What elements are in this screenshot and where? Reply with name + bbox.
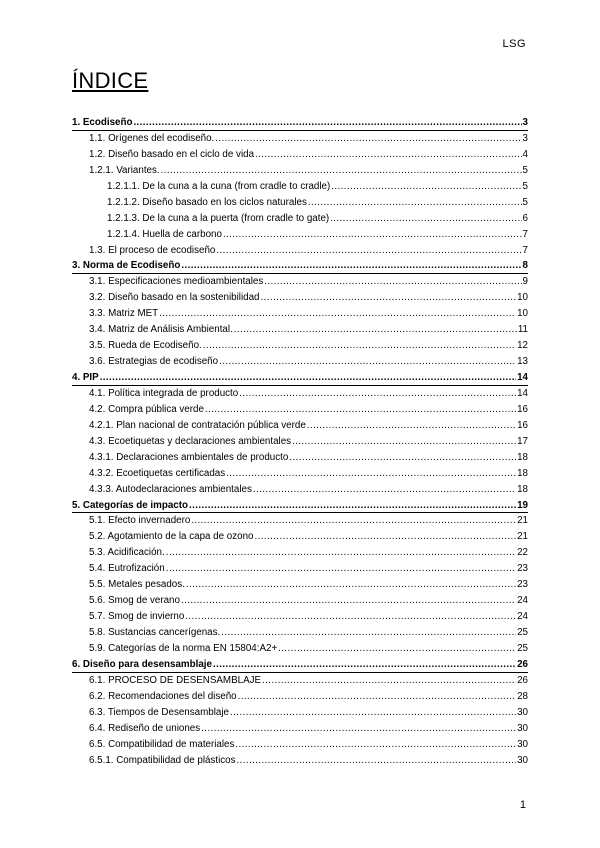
toc-entry[interactable] [72, 434, 528, 450]
toc-dot-leader [215, 131, 521, 147]
running-header: LSG [502, 38, 526, 50]
toc-entry-page: 18 [517, 467, 528, 479]
toc-dot-leader [213, 657, 516, 673]
toc-dot-leader [230, 705, 516, 721]
toc-entry[interactable] [72, 227, 528, 243]
toc-dot-leader [223, 227, 522, 243]
toc-entry-title: 6.4. Rediseño de uniones [89, 722, 201, 734]
toc-dot-leader [185, 609, 516, 625]
toc-entry[interactable] [72, 211, 528, 227]
toc-entry[interactable] [72, 641, 528, 657]
toc-entry-page: 18 [517, 451, 528, 463]
toc-entry-page: 18 [517, 483, 528, 495]
toc-entry-title: 5. Categorías de impacto [72, 499, 188, 511]
toc-dot-leader [255, 529, 517, 545]
toc-entry-page: 7 [522, 244, 528, 256]
toc-entry[interactable] [72, 753, 528, 769]
toc-entry[interactable] [72, 513, 528, 529]
toc-dot-leader [166, 545, 516, 561]
toc-entry-title: 3.5. Rueda de Ecodiseño. [89, 340, 202, 352]
toc-entry-page: 30 [517, 738, 528, 750]
toc-entry[interactable] [72, 418, 528, 434]
toc-entry-title: 6.5.1. Compatibilidad de plásticos [89, 754, 236, 766]
toc-dot-leader [260, 290, 516, 306]
toc-entry-page: 8 [522, 260, 528, 272]
toc-entry-title: 6.1. PROCESO DE DESENSAMBLAJE [89, 674, 262, 686]
toc-entry-page: 30 [517, 706, 528, 718]
toc-entry-page: 16 [517, 403, 528, 415]
toc-dot-leader [191, 513, 516, 529]
toc-dot-leader [239, 386, 516, 402]
table-of-contents [72, 115, 528, 768]
toc-entry-title: 3.4. Matriz de Análisis Ambiental. [89, 324, 233, 336]
toc-entry-title: 6.2. Recomendaciones del diseño [89, 690, 237, 702]
toc-entry-title: 1.2.1.4. Huella de carbono [107, 228, 222, 240]
toc-entry[interactable] [72, 115, 528, 131]
toc-entry-page: 10 [517, 308, 528, 320]
toc-entry-page: 26 [517, 674, 528, 686]
toc-dot-leader [201, 721, 516, 737]
toc-entry-page: 26 [517, 658, 528, 670]
toc-dot-leader [308, 195, 522, 211]
toc-entry-page: 10 [517, 292, 528, 304]
toc-entry[interactable] [72, 163, 528, 179]
toc-dot-leader [166, 561, 516, 577]
toc-entry-title: 5.8. Sustancias cancerígenas. [89, 627, 221, 638]
toc-dot-leader [181, 258, 521, 274]
toc-entry[interactable] [72, 545, 528, 561]
toc-entry-title: 6.3. Tiempos de Desensamblaje [89, 706, 229, 718]
toc-entry-title: 3.3. Matriz MET [89, 308, 159, 320]
toc-entry[interactable] [72, 386, 528, 402]
toc-entry-title: 1.2. Diseño basado en el ciclo de vida [89, 148, 255, 160]
toc-dot-leader [205, 402, 516, 418]
toc-dot-leader [307, 418, 516, 434]
toc-entry-page: 30 [517, 722, 528, 734]
page-title: ÍNDICE [72, 68, 149, 93]
toc-entry[interactable] [72, 195, 528, 211]
toc-entry-page: 22 [517, 547, 528, 559]
toc-entry[interactable] [72, 370, 528, 386]
toc-entry-title: 5.5. Metales pesados. [89, 579, 185, 591]
toc-entry[interactable] [72, 290, 528, 306]
toc-entry[interactable] [72, 147, 528, 163]
toc-entry-title: 1.2.1.3. De la cuna a la puerta (from cradle to gate) [107, 212, 330, 224]
toc-dot-leader [330, 211, 521, 227]
toc-entry[interactable] [72, 498, 528, 514]
toc-dot-leader [331, 179, 521, 195]
toc-entry-title: 4.3.2. Ecoetiquetas certificadas [89, 467, 226, 479]
toc-entry-title: 6. Diseño para desensamblaje [72, 658, 212, 670]
toc-entry-page: 5 [522, 180, 528, 192]
toc-entry-title: 5.2. Agotamiento de la capa de ozono [89, 531, 254, 543]
toc-entry[interactable] [72, 737, 528, 753]
toc-entry[interactable] [72, 354, 528, 370]
toc-entry-page: 23 [517, 579, 528, 591]
toc-entry-page: 11 [517, 324, 528, 336]
toc-entry[interactable] [72, 466, 528, 482]
toc-entry-page: 25 [517, 642, 528, 654]
toc-entry-page: 28 [517, 690, 528, 702]
toc-dot-leader [186, 577, 516, 593]
toc-entry-title: 5.1. Efecto invernadero [89, 515, 191, 527]
toc-dot-leader [203, 338, 516, 354]
toc-dot-leader [255, 147, 522, 163]
toc-entry-page: 19 [517, 499, 528, 511]
toc-entry-title: 3.1. Especificaciones medioambientales [89, 276, 264, 288]
toc-entry-title: 1.1. Orígenes del ecodiseño. [89, 132, 215, 144]
toc-dot-leader [253, 482, 516, 498]
toc-dot-leader [234, 322, 517, 338]
toc-entry-title: 4.2.1. Plan nacional de contratación pública verde [89, 419, 306, 431]
toc-entry-page: 14 [517, 372, 528, 383]
toc-entry-title: 5.6. Smog de verano [89, 595, 180, 607]
toc-entry-title: 1.2.1.1. De la cuna a la cuna (from cradle to cradle) [107, 180, 331, 192]
toc-entry-title: 4.2. Compra pública verde [89, 403, 204, 415]
toc-entry-title: 3. Norma de Ecodiseño [72, 260, 181, 272]
toc-dot-leader [278, 641, 516, 657]
toc-entry-page: 21 [517, 515, 528, 527]
toc-dot-leader [235, 737, 516, 753]
toc-dot-leader [181, 593, 516, 609]
toc-dot-leader [292, 434, 516, 450]
toc-entry-page: 3 [522, 117, 528, 128]
toc-entry[interactable] [72, 609, 528, 625]
toc-dot-leader [189, 498, 516, 514]
toc-dot-leader [262, 673, 516, 689]
toc-entry-title: 1.2.1. Variantes. [89, 164, 160, 176]
toc-entry[interactable] [72, 274, 528, 290]
toc-entry-page: 12 [517, 340, 528, 352]
toc-entry[interactable] [72, 179, 528, 195]
toc-entry-page: 30 [517, 754, 528, 766]
toc-entry-page: 5 [522, 196, 528, 208]
toc-entry-page: 23 [517, 563, 528, 575]
toc-entry-title: 3.6. Estrategias de ecodiseño [89, 356, 219, 368]
toc-entry[interactable] [72, 721, 528, 737]
toc-entry[interactable] [72, 482, 528, 498]
toc-dot-leader [219, 354, 516, 370]
toc-entry-page: 21 [517, 531, 528, 543]
toc-entry-title: 1.2.1.2. Diseño basado en los ciclos naturales [107, 196, 307, 208]
toc-dot-leader [264, 274, 521, 290]
toc-entry-title: 4.3. Ecoetiquetas y declaraciones ambientales [89, 435, 292, 447]
toc-entry[interactable] [72, 689, 528, 705]
toc-dot-leader [159, 306, 516, 322]
toc-entry-title: 1. Ecodiseño [72, 117, 133, 128]
toc-entry[interactable] [72, 529, 528, 545]
toc-entry[interactable] [72, 402, 528, 418]
toc-entry-title: 4.3.3. Autodeclaraciones ambientales [89, 483, 252, 495]
toc-entry-title: 4. PIP [72, 372, 99, 383]
toc-dot-leader [161, 163, 522, 179]
toc-entry-page: 7 [522, 228, 528, 240]
toc-entry-page: 17 [517, 435, 528, 447]
toc-entry-page: 4 [522, 148, 528, 160]
toc-entry-page: 3 [522, 132, 528, 144]
toc-entry-title: 5.4. Eutrofización [89, 563, 165, 575]
toc-entry[interactable] [72, 705, 528, 721]
toc-entry[interactable] [72, 561, 528, 577]
toc-entry[interactable] [72, 131, 528, 147]
toc-entry[interactable] [72, 450, 528, 466]
toc-entry-page: 5 [522, 164, 528, 176]
toc-entry[interactable] [72, 625, 528, 641]
toc-entry-title: 5.3. Acidificación. [89, 547, 165, 559]
toc-entry-page: 24 [517, 611, 528, 623]
toc-entry-page: 25 [517, 627, 528, 638]
toc-entry-title: 3.2. Diseño basado en la sostenibilidad [89, 292, 260, 304]
toc-entry[interactable] [72, 577, 528, 593]
toc-entry[interactable] [72, 258, 528, 274]
toc-entry-title: 4.1. Política integrada de producto [89, 387, 239, 399]
toc-entry-title: 1.3. El proceso de ecodiseño [89, 244, 216, 256]
toc-entry-page: 13 [517, 356, 528, 368]
toc-entry-title: 6.5. Compatibilidad de materiales [89, 738, 235, 750]
toc-entry[interactable] [72, 593, 528, 609]
toc-dot-leader [289, 450, 516, 466]
toc-entry-page: 9 [522, 276, 528, 288]
toc-entry[interactable] [72, 338, 528, 354]
toc-dot-leader [100, 370, 516, 386]
toc-dot-leader [238, 689, 516, 705]
toc-dot-leader [226, 466, 516, 482]
toc-entry-page: 16 [517, 419, 528, 431]
toc-dot-leader [133, 115, 521, 131]
toc-entry-title: 4.3.1. Declaraciones ambientales de producto [89, 451, 289, 463]
toc-entry[interactable] [72, 306, 528, 322]
toc-entry-page: 24 [517, 595, 528, 607]
toc-entry-page: 6 [522, 212, 528, 224]
toc-entry-page: 14 [517, 387, 528, 399]
toc-entry[interactable] [72, 322, 528, 338]
toc-dot-leader [221, 625, 516, 641]
toc-entry-title: 5.9. Categorías de la norma EN 15804:A2+ [89, 642, 278, 654]
toc-entry[interactable] [72, 243, 528, 259]
toc-entry[interactable] [72, 673, 528, 689]
page-number: 1 [519, 799, 526, 811]
toc-entry[interactable] [72, 657, 528, 673]
toc-dot-leader [237, 753, 517, 769]
toc-entry-title: 5.7. Smog de invierno [89, 611, 185, 623]
toc-dot-leader [216, 243, 521, 259]
